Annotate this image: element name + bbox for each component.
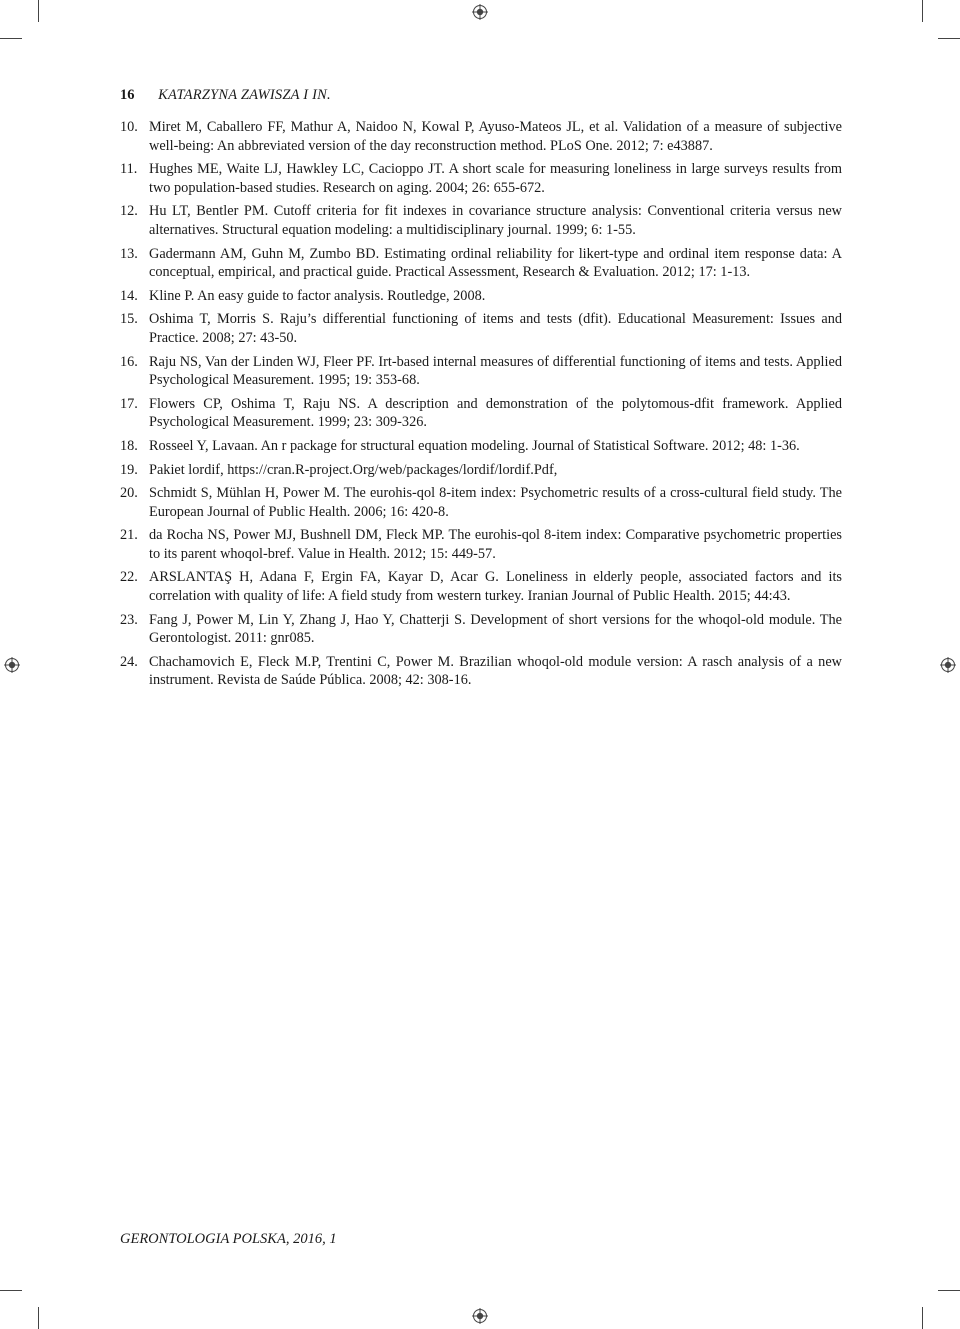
reference-item <box>120 437 842 456</box>
reference-item <box>120 461 842 480</box>
page-number: 16 <box>120 87 135 103</box>
registration-mark-icon <box>472 4 488 20</box>
reference-number: 23. <box>120 611 138 628</box>
reference-text: Miret M, Caballero FF, Mathur A, Naidoo N, Kowal P, Ayuso-Mateos JL, et al. Validation of a measure of subjective well-being: An abbreviated version of the day reconstruction method. PLoS One. 2012; 7: e43887. <box>149 119 842 154</box>
reference-text: Flowers CP, Oshima T, Raju NS. A description and demonstration of the polytomous-dfit framework. Applied Psychological Measurement. 1999; 23: 309-326. <box>149 395 842 431</box>
reference-text: Hughes ME, Waite LJ, Hawkley LC, Cacioppo JT. A short scale for measuring loneliness in large surveys results from two population-based studies. Research on aging. 2004; 26: 655-672. <box>149 161 842 196</box>
reference-item <box>120 484 842 521</box>
crop-mark-left-top <box>0 38 22 39</box>
reference-number: 20. <box>120 485 138 502</box>
crop-mark-bottom-left <box>38 1307 39 1329</box>
reference-item <box>120 353 842 390</box>
reference-item <box>120 568 842 605</box>
reference-item <box>120 287 842 306</box>
reference-number: 19. <box>120 461 138 478</box>
reference-number: 13. <box>120 245 138 262</box>
journal-footer: GERONTOLOGIA POLSKA, 2016, 1 <box>120 1231 337 1247</box>
reference-number: 14. <box>120 287 138 304</box>
page-header <box>120 86 331 104</box>
reference-number: 17. <box>120 395 138 412</box>
crop-mark-right-bottom <box>938 1290 960 1291</box>
reference-number: 11. <box>120 161 138 178</box>
reference-text: Oshima T, Morris S. Raju’s differential functioning of items and tests (dfit). Educational Measurement: Issues and Practice. 2008; 27: 43-50. <box>149 311 842 346</box>
reference-text: ARSLANTAŞ H, Adana F, Ergin FA, Kayar D, Acar G. Loneliness in elderly people, associated factors and its correlation with quality of life: A field study from western turkey. Iranian Journal of Public Health. 2015; 44:43. <box>149 569 842 605</box>
reference-number: 22. <box>120 569 138 586</box>
reference-list <box>120 118 842 695</box>
reference-text: Hu LT, Bentler PM. Cutoff criteria for fit indexes in covariance structure analysis: Conventional criteria versus new alternatives. Structural equation modeling: a multidisciplinary journal. 1999; 6: 1-55. <box>149 203 842 238</box>
reference-number: 15. <box>120 311 138 328</box>
reference-text: Schmidt S, Mühlan H, Power M. The eurohis-qol 8-item index: Psychometric results of a cross-cultural field study. The European Journal of Public Health. 2006; 16: 420-8. <box>149 485 842 520</box>
reference-item <box>120 310 842 347</box>
reference-number: 18. <box>120 437 138 454</box>
reference-number: 10. <box>120 119 138 135</box>
reference-item <box>120 160 842 197</box>
reference-item <box>120 526 842 563</box>
reference-text: Gadermann AM, Guhn M, Zumbo BD. Estimating ordinal reliability for likert-type and ordinal item response data: A conceptual, empirical, and practical guide. Practical Assessment, Research & Evaluation. 2012; 17: 1-13. <box>149 245 842 281</box>
registration-mark-icon <box>4 657 20 673</box>
reference-text: Fang J, Power M, Lin Y, Zhang J, Hao Y, Chatterji S. Development of short versions for the whoqol-old module. The Gerontologist. 2011: gnr085. <box>149 611 842 647</box>
reference-item <box>120 202 842 239</box>
reference-number: 24. <box>120 653 138 670</box>
crop-mark-bottom-right <box>922 1307 923 1329</box>
reference-number: 21. <box>120 527 138 544</box>
registration-mark-icon <box>472 1308 488 1324</box>
reference-text: Chachamovich E, Fleck M.P, Trentini C, Power M. Brazilian whoqol-old module version: A rasch analysis of a new instrument. Revista de Saúde Pública. 2008; 42: 308-16. <box>149 653 842 689</box>
crop-mark-top-right <box>922 0 923 22</box>
crop-mark-left-bottom <box>0 1290 22 1291</box>
reference-item <box>120 611 842 648</box>
running-title: KATARZYNA ZAWISZA I IN. <box>158 87 331 103</box>
reference-text: da Rocha NS, Power MJ, Bushnell DM, Fleck MP. The eurohis-qol 8-item index: Comparative psychometric properties to its parent whoqol-bref. Value in Health. 2012; 15: 449-57. <box>149 527 842 562</box>
crop-mark-right-top <box>938 38 960 39</box>
reference-item <box>120 653 842 690</box>
crop-mark-top-left <box>38 0 39 22</box>
reference-item <box>120 118 842 155</box>
reference-text: Kline P. An easy guide to factor analysis. Routledge, 2008. <box>149 287 486 304</box>
registration-mark-icon <box>940 657 956 673</box>
reference-text: Pakiet lordif, https://cran.R-project.Org/web/packages/lordif/lordif.Pdf, <box>149 461 558 478</box>
reference-number: 12. <box>120 203 138 220</box>
reference-number: 16. <box>120 353 138 370</box>
reference-text: Raju NS, Van der Linden WJ, Fleer PF. Irt-based internal measures of differential functioning of items and tests. Applied Psychological Measurement. 1995; 19: 353-68. <box>149 353 842 389</box>
reference-text: Rosseel Y, Lavaan. An r package for structural equation modeling. Journal of Statistical Software. 2012; 48: 1-36. <box>149 437 800 454</box>
reference-item <box>120 395 842 432</box>
reference-item <box>120 245 842 282</box>
